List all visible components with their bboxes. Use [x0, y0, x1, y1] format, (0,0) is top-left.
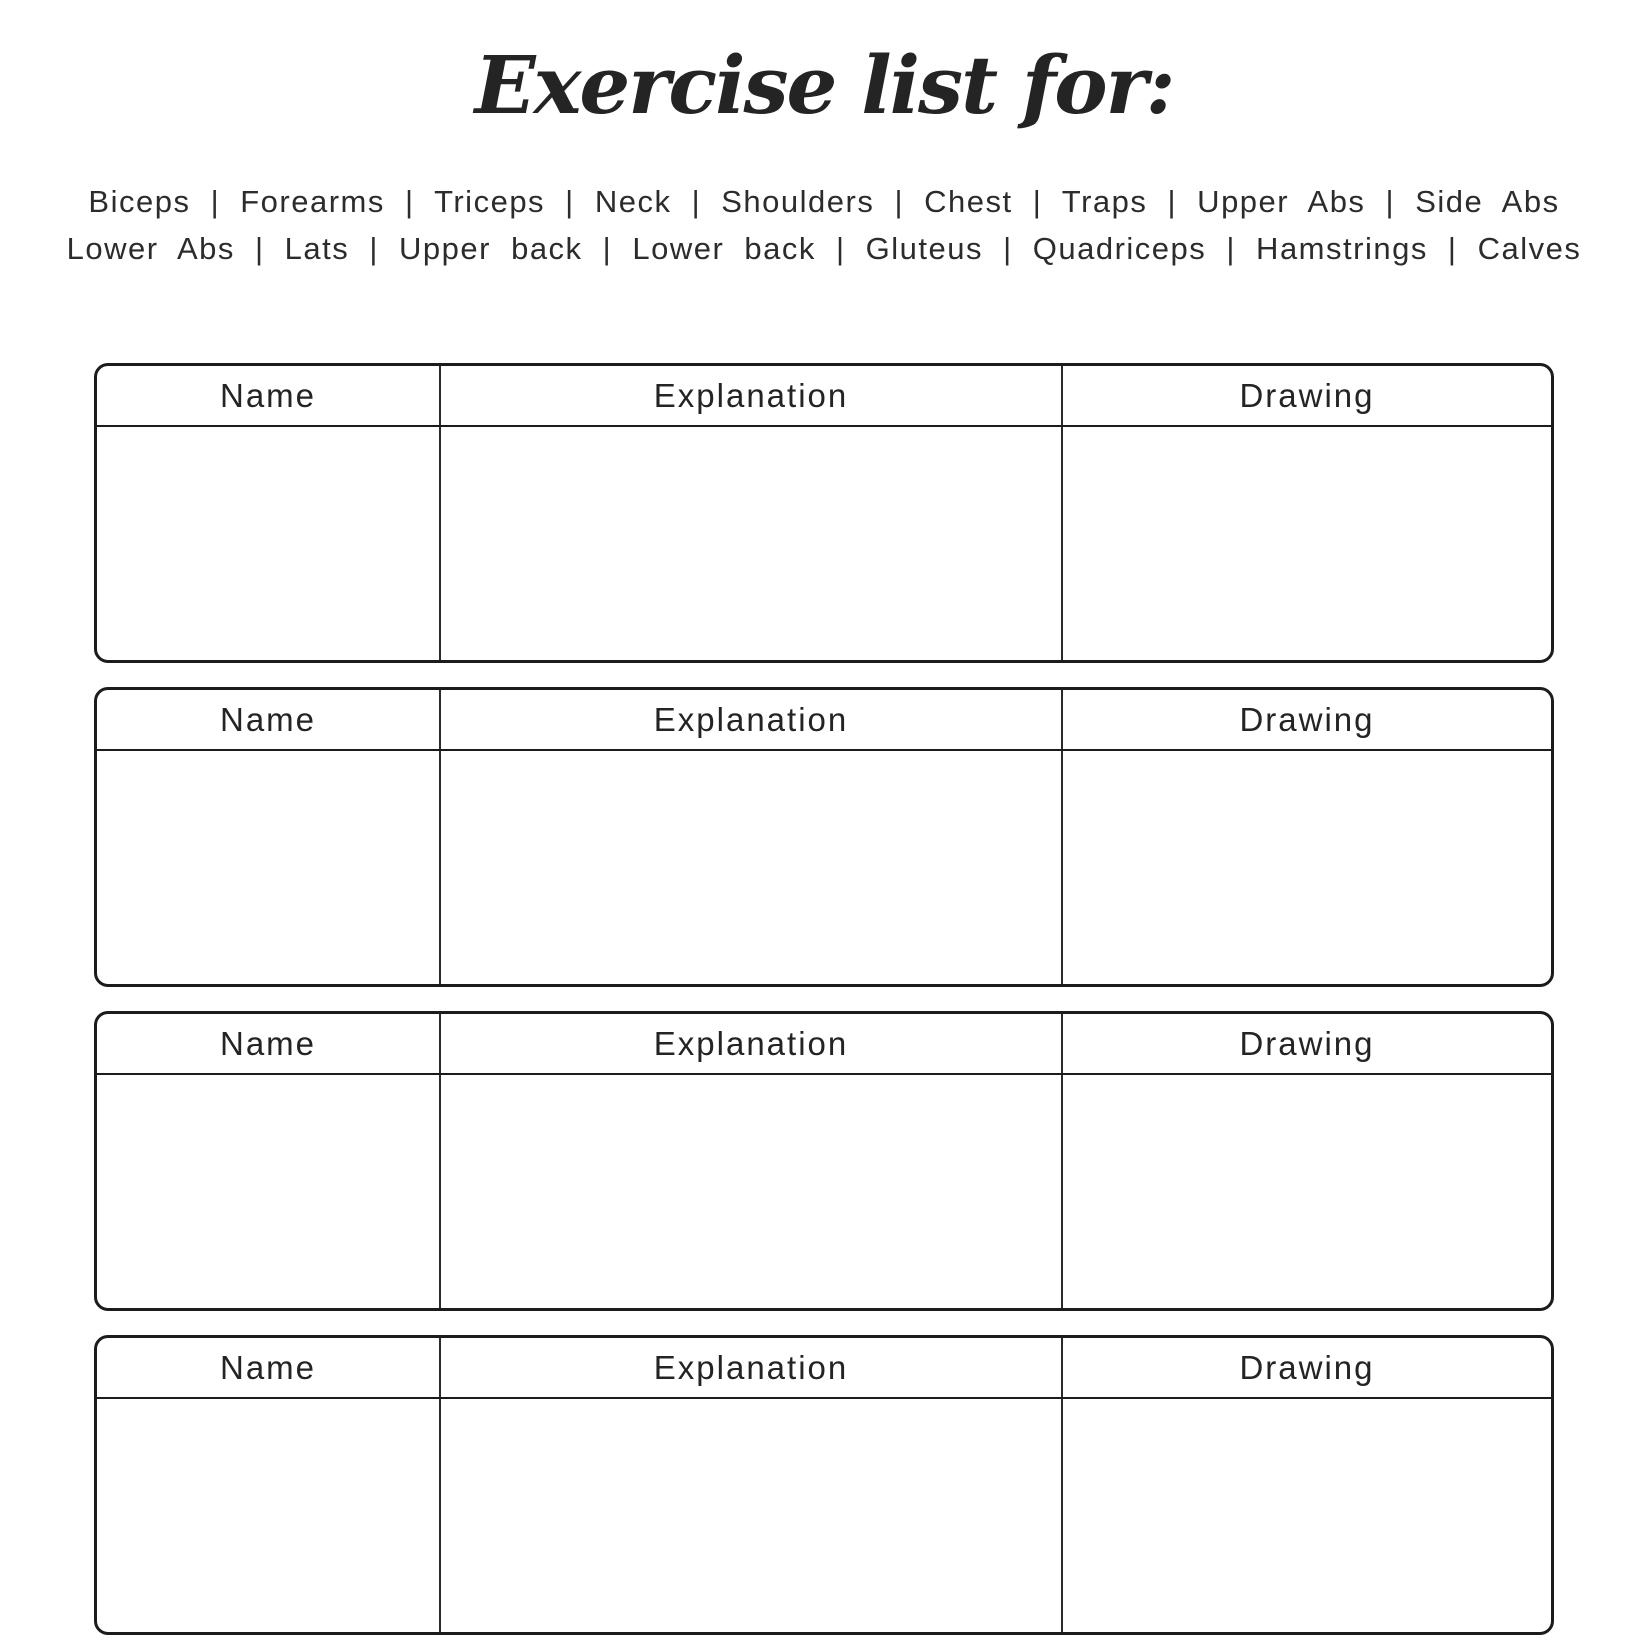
- name-cell: [97, 1075, 441, 1308]
- exercise-table-1: [94, 363, 1554, 663]
- table-body-row: [97, 1399, 1551, 1632]
- drawing-cell: [1063, 751, 1551, 984]
- column-header-drawing: Drawing: [1239, 700, 1375, 738]
- exercise-tables: [94, 363, 1554, 1635]
- table-body-row: [97, 1075, 1551, 1308]
- table-header-row: [97, 1014, 1551, 1075]
- column-header-name: Name: [97, 1338, 441, 1397]
- column-header-explanation: Explanation: [441, 1338, 1063, 1397]
- name-cell: [97, 751, 441, 984]
- drawing-cell: [1063, 427, 1551, 660]
- muscle-group-list: [0, 178, 1648, 272]
- table-header-row: [97, 366, 1551, 427]
- page-title: Exercise list for:: [474, 38, 1174, 132]
- drawing-cell: [1063, 1075, 1551, 1308]
- exercise-table-3: [94, 1011, 1554, 1311]
- column-header-name: Name: [97, 366, 441, 425]
- exercise-table-2: [94, 687, 1554, 987]
- column-header-drawing: Drawing: [1239, 1024, 1375, 1062]
- table-header-row: [97, 690, 1551, 751]
- column-header-name: Name: [97, 690, 441, 749]
- name-cell: [97, 427, 441, 660]
- explanation-cell: [441, 1075, 1063, 1308]
- explanation-cell: [441, 427, 1063, 660]
- column-header-explanation: Explanation: [441, 690, 1063, 749]
- muscle-list-line-1: Biceps | Forearms | Triceps | Neck | Shoulders | Chest | Traps | Upper Abs | Side Abs: [88, 184, 1560, 219]
- table-header-row: [97, 1338, 1551, 1399]
- drawing-cell: [1063, 1399, 1551, 1632]
- column-header-name: Name: [97, 1014, 441, 1073]
- column-header-explanation: Explanation: [441, 366, 1063, 425]
- explanation-cell: [441, 751, 1063, 984]
- explanation-cell: [441, 1399, 1063, 1632]
- table-body-row: [97, 751, 1551, 984]
- table-body-row: [97, 427, 1551, 660]
- name-cell: [97, 1399, 441, 1632]
- muscle-list-line-2: Lower Abs | Lats | Upper back | Lower back | Gluteus | Quadriceps | Hamstrings | Calves: [66, 231, 1582, 266]
- column-header-drawing: Drawing: [1239, 376, 1375, 414]
- exercise-table-4: [94, 1335, 1554, 1635]
- column-header-explanation: Explanation: [441, 1014, 1063, 1073]
- column-header-drawing: Drawing: [1239, 1348, 1375, 1386]
